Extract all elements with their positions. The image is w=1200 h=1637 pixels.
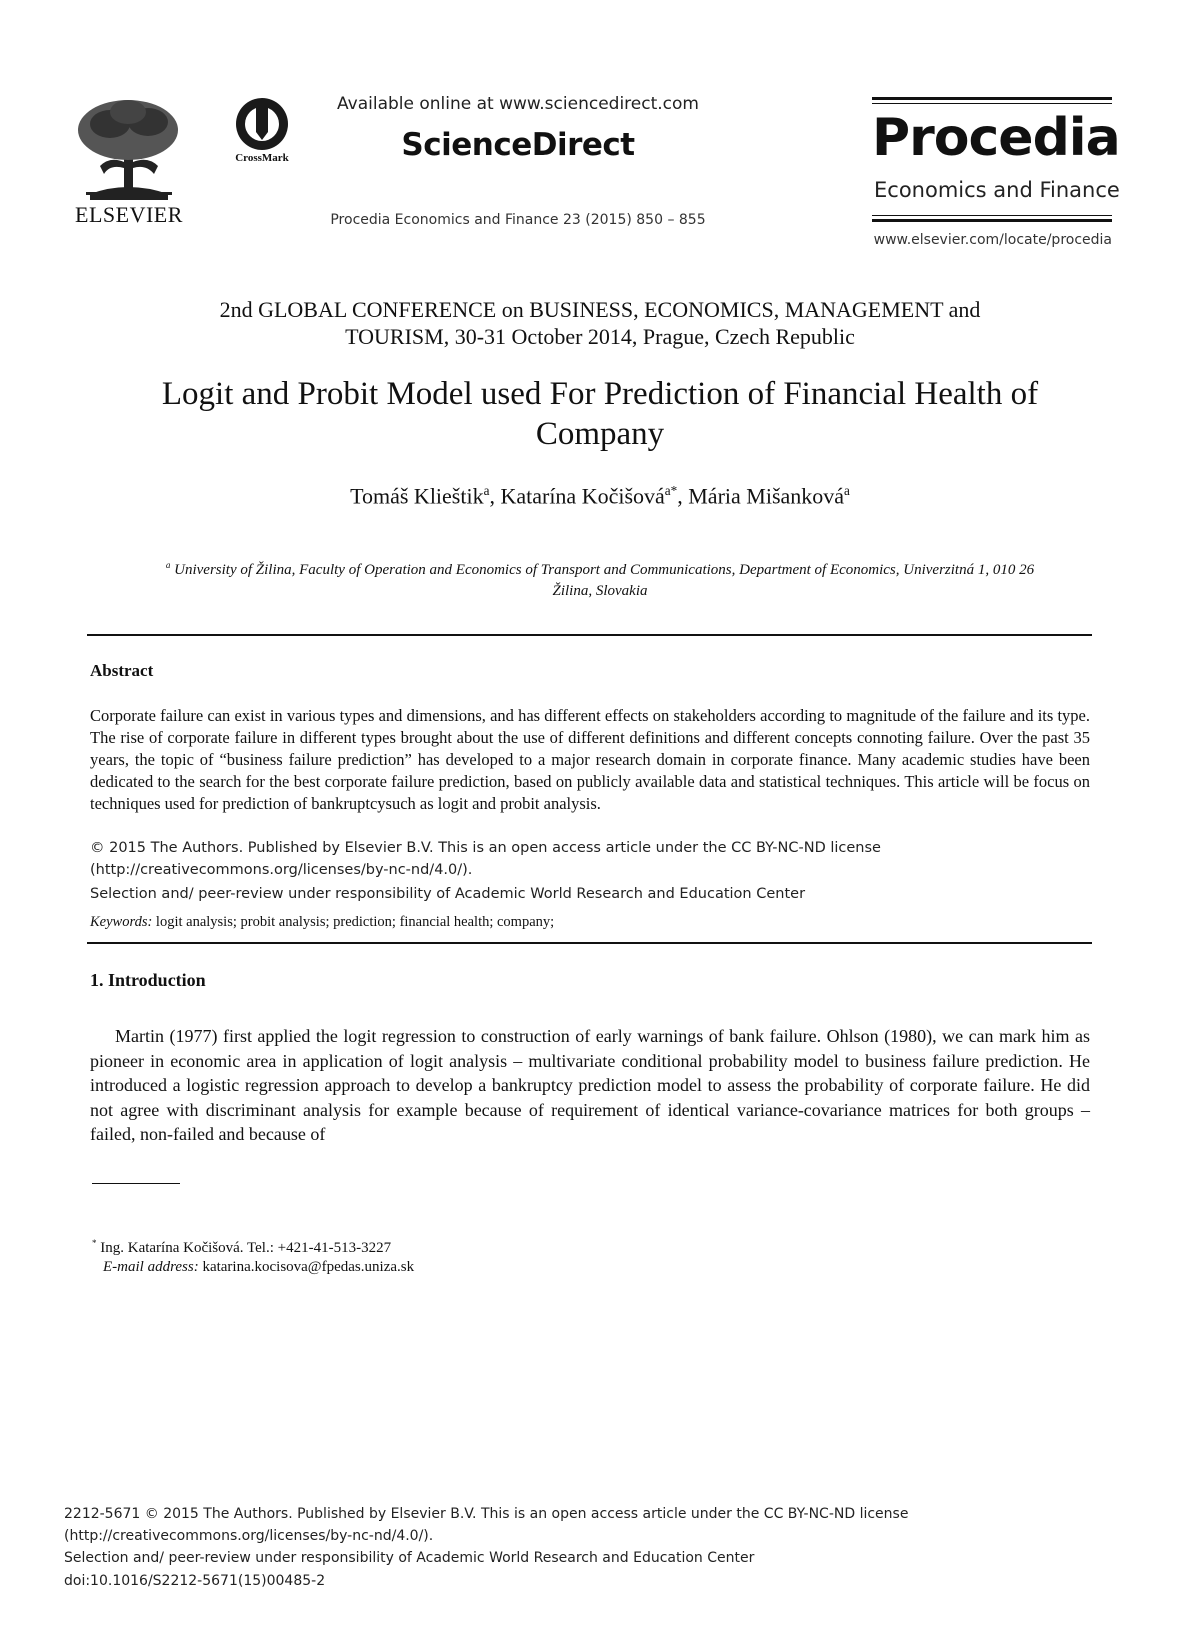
keywords bbox=[90, 914, 554, 931]
author-separator: , bbox=[489, 483, 501, 509]
footnote-marker: * bbox=[92, 1238, 97, 1248]
available-online-text: Available online at www.sciencedirect.com bbox=[337, 94, 699, 114]
crossmark-logo[interactable] bbox=[228, 96, 296, 170]
journal-url-link[interactable]: www.elsevier.com/locate/procedia bbox=[873, 232, 1112, 248]
sciencedirect-logo: ScienceDirect bbox=[401, 127, 635, 163]
affiliation bbox=[80, 555, 1120, 602]
conference-line-1: 2nd GLOBAL CONFERENCE on BUSINESS, ECONOMICS, MANAGEMENT and bbox=[219, 297, 981, 322]
elsevier-wordmark: ELSEVIER bbox=[75, 202, 183, 227]
procedia-rule-bottom-thin bbox=[872, 215, 1112, 216]
footnote-contact-text: Ing. Katarína Kočišová. Tel.: +421-41-513-3227 bbox=[96, 1240, 392, 1256]
elsevier-logo bbox=[70, 96, 188, 231]
author-affiliation-mark: a bbox=[483, 483, 490, 498]
abstract-heading: Abstract bbox=[90, 661, 154, 680]
crossmark-label: CrossMark bbox=[235, 152, 289, 164]
author-separator: , bbox=[677, 483, 689, 509]
paper-title-line-2: Company bbox=[535, 416, 665, 452]
paper-title bbox=[80, 374, 1120, 454]
author-name: Mária Mišanková bbox=[688, 483, 845, 509]
footnote-contact bbox=[92, 1238, 391, 1257]
footnote-rule bbox=[92, 1183, 180, 1184]
footer-license-link[interactable]: (http://creativecommons.org/licenses/by-nc-nd/4.0/). bbox=[64, 1528, 434, 1544]
affiliation-line-2: Žilina, Slovakia bbox=[552, 583, 648, 599]
footnote-email bbox=[103, 1259, 414, 1276]
procedia-rule-top-thin bbox=[872, 103, 1112, 104]
email-address[interactable]: katarina.kocisova@fpedas.uniza.sk bbox=[198, 1259, 415, 1275]
abstract-text: Corporate failure can exist in various types and dimensions, and has different effects on stakeholders according to magnitude of the failure and its type. The rise of corporate failure in different types brought about the use of different definitions and different concepts connoting failure. Over the past 35 years, the topic of “business failure prediction” has developed to a major research domain in corporate finance. Many academic studies have been dedicated to the search for the best corporate failure prediction, based on publicly available data and statistical techniques. This article will be focus on techniques used for prediction of bankruptcysuch as logit and probit analysis. bbox=[90, 706, 1090, 813]
procedia-logo: Procedia bbox=[872, 108, 1120, 168]
section-heading-introduction: 1. Introduction bbox=[90, 970, 206, 990]
keywords-list: logit analysis; probit analysis; prediction; financial health; company; bbox=[152, 914, 555, 930]
peer-review-note: Selection and/ peer-review under responsibility of Academic World Research and Education Center bbox=[90, 886, 806, 902]
procedia-subtitle: Economics and Finance bbox=[874, 178, 1120, 202]
introduction-paragraph: Martin (1977) first applied the logit regression to construction of early warnings of bank failure. Ohlson (1980), we can mark him as pioneer in economic area in application of logit analysis – multivariate conditional probability model to business failure prediction. He introduced a logistic regression approach to develop a bankruptcy prediction model to assess the probability of corporate failure. He did not agree with discriminant analysis for example because of requirement of identical variance-covariance matrices for both groups – failed, non-failed and because of bbox=[90, 1026, 1090, 1144]
license-link[interactable]: (http://creativecommons.org/licenses/by-nc-nd/4.0/). bbox=[90, 862, 473, 878]
conference-name bbox=[100, 296, 1100, 350]
copyright-notice: © 2015 The Authors. Published by Elsevier B.V. This is an open access article under the CC BY-NC-ND license bbox=[90, 840, 881, 856]
footer-doi[interactable]: doi:10.1016/S2212-5671(15)00485-2 bbox=[64, 1573, 326, 1589]
keywords-label: Keywords: bbox=[90, 914, 153, 930]
footer-issn-copyright: 2212-5671 © 2015 The Authors. Published by Elsevier B.V. This is an open access article under the CC BY-NC-ND license bbox=[64, 1506, 909, 1522]
author-affiliation-mark: a* bbox=[664, 483, 678, 498]
email-label: E-mail address: bbox=[103, 1259, 199, 1275]
author-list bbox=[100, 483, 1100, 509]
journal-reference: Procedia Economics and Finance 23 (2015) 850 – 855 bbox=[330, 212, 706, 228]
abstract-bottom-rule bbox=[87, 942, 1092, 944]
author-affiliation-mark: a bbox=[844, 483, 850, 498]
affiliation-mark: a bbox=[165, 560, 171, 570]
footer-peer-review: Selection and/ peer-review under responsibility of Academic World Research and Education Center bbox=[64, 1550, 755, 1566]
author-name: Katarína Kočišová bbox=[500, 483, 665, 509]
procedia-rule-top bbox=[872, 97, 1112, 100]
crossmark-icon bbox=[228, 96, 296, 152]
affiliation-line-1: University of Žilina, Faculty of Operation and Economics of Transport and Communications, Department of Economics, Univerzitná 1, 010 26 bbox=[174, 562, 1035, 578]
conference-line-2: TOURISM, 30-31 October 2014, Prague, Czech Republic bbox=[345, 324, 855, 349]
author-name: Tomáš Klieštik bbox=[350, 483, 484, 509]
procedia-rule-bottom bbox=[872, 219, 1112, 222]
paper-title-line-1: Logit and Probit Model used For Prediction of Financial Health of bbox=[161, 376, 1039, 412]
abstract-top-rule bbox=[87, 634, 1092, 636]
